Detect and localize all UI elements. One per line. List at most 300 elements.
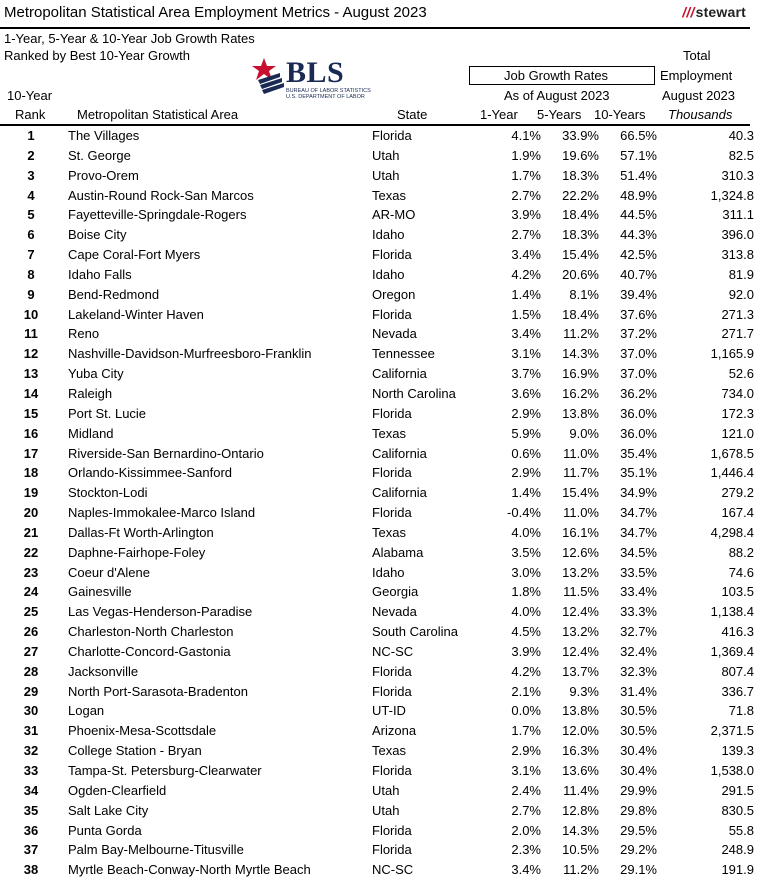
growth-1y-cell: 3.4%: [511, 247, 541, 263]
subtitle-growth-rates: 1-Year, 5-Year & 10-Year Job Growth Rates: [4, 31, 255, 46]
growth-1y-cell: 4.0%: [511, 524, 541, 540]
msa-cell: Dallas-Ft Worth-Arlington: [68, 524, 214, 540]
employment-cell: 1,165.9: [710, 346, 754, 362]
state-cell: Utah: [372, 167, 400, 183]
growth-10y-cell: 30.4%: [620, 743, 657, 759]
growth-1y-cell: 3.7%: [511, 366, 541, 382]
table-row: [0, 563, 762, 583]
growth-10y-cell: 29.9%: [620, 782, 657, 798]
table-row: [0, 404, 762, 424]
state-cell: Florida: [372, 822, 412, 838]
rank-cell: 35: [23, 802, 39, 818]
employment-cell: 40.3: [728, 128, 754, 143]
msa-cell: Provo-Orem: [68, 167, 139, 183]
state-cell: Nevada: [372, 326, 417, 342]
state-cell: Florida: [372, 683, 412, 699]
table-row: [0, 662, 762, 682]
table-row: [0, 781, 762, 801]
rank-cell: 29: [23, 683, 39, 699]
growth-1y-cell: 2.9%: [511, 465, 541, 481]
employment-cell: 121.0: [721, 425, 754, 441]
growth-1y-cell: 1.9%: [511, 147, 541, 163]
growth-10y-cell: 44.5%: [620, 207, 657, 223]
growth-10y-cell: 57.1%: [620, 147, 657, 163]
rank-cell: 26: [23, 624, 39, 640]
msa-table: [0, 126, 762, 880]
employment-cell: 248.9: [721, 842, 754, 858]
growth-1y-cell: 1.8%: [511, 584, 541, 600]
growth-5y-cell: 13.2%: [562, 624, 599, 640]
growth-5y-cell: 8.1%: [569, 286, 599, 302]
growth-10y-cell: 66.5%: [620, 128, 657, 143]
employment-cell: 82.5: [728, 147, 754, 163]
growth-1y-cell: 3.4%: [511, 326, 541, 342]
growth-5y-cell: 18.3%: [562, 167, 599, 183]
state-cell: Georgia: [372, 584, 419, 600]
msa-cell: The Villages: [68, 128, 140, 143]
employment-cell: 807.4: [721, 663, 754, 679]
msa-cell: Myrtle Beach-Conway-North Myrtle Beach: [68, 862, 311, 878]
rank-cell: 22: [23, 544, 39, 560]
msa-cell: Las Vegas-Henderson-Paradise: [68, 604, 253, 620]
header-emp-total: Total: [683, 48, 711, 63]
growth-1y-cell: 3.9%: [511, 643, 541, 659]
state-cell: Oregon: [372, 286, 416, 302]
state-cell: Florida: [372, 306, 412, 322]
growth-10y-cell: 32.7%: [620, 624, 657, 640]
table-row: [0, 503, 762, 523]
rank-cell: 19: [23, 485, 39, 501]
growth-1y-cell: 2.7%: [511, 227, 541, 243]
growth-5y-cell: 13.6%: [562, 763, 599, 778]
table-row: [0, 821, 762, 841]
state-cell: Florida: [372, 247, 412, 263]
table-row: [0, 245, 762, 265]
employment-cell: 1,538.0: [710, 763, 754, 778]
growth-1y-cell: 2.9%: [511, 743, 541, 759]
table-row: [0, 305, 762, 325]
table-row: [0, 701, 762, 721]
growth-5y-cell: 12.4%: [562, 604, 599, 620]
growth-10y-cell: 37.0%: [620, 366, 657, 382]
growth-10y-cell: 33.4%: [620, 584, 657, 600]
table-row: [0, 205, 762, 225]
growth-5y-cell: 18.3%: [562, 227, 599, 243]
growth-10y-cell: 29.2%: [620, 842, 657, 858]
growth-5y-cell: 33.9%: [562, 128, 599, 143]
table-row: [0, 543, 762, 563]
growth-10y-cell: 37.6%: [620, 306, 657, 322]
growth-1y-cell: 0.0%: [511, 703, 541, 719]
growth-5y-cell: 18.4%: [562, 306, 599, 322]
growth-5y-cell: 12.4%: [562, 643, 599, 659]
table-row: [0, 166, 762, 186]
bls-letters: BLS: [286, 56, 345, 89]
rank-cell: 38: [23, 862, 39, 878]
growth-1y-cell: 1.7%: [511, 723, 541, 739]
msa-cell: Yuba City: [68, 366, 124, 382]
growth-10y-cell: 33.3%: [620, 604, 657, 620]
growth-1y-cell: 2.4%: [511, 782, 541, 798]
table-row: [0, 523, 762, 543]
state-cell: AR-MO: [372, 207, 416, 223]
employment-cell: 4,298.4: [710, 524, 754, 540]
growth-5y-cell: 16.1%: [562, 524, 599, 540]
growth-5y-cell: 13.8%: [562, 703, 599, 719]
employment-cell: 167.4: [721, 505, 754, 521]
growth-5y-cell: 11.4%: [563, 782, 599, 798]
table-row: [0, 602, 762, 622]
growth-1y-cell: 3.9%: [511, 207, 541, 223]
header-5-years: 5-Years: [537, 107, 582, 122]
employment-cell: 271.3: [721, 306, 754, 322]
table-row: [0, 622, 762, 642]
msa-cell: Palm Bay-Melbourne-Titusville: [68, 842, 244, 858]
rank-cell: 21: [23, 524, 39, 540]
growth-10y-cell: 34.9%: [620, 485, 657, 501]
growth-5y-cell: 15.4%: [562, 485, 599, 501]
growth-1y-cell: 2.1%: [511, 683, 541, 699]
growth-5y-cell: 11.2%: [563, 326, 599, 342]
rank-cell: 23: [23, 564, 39, 580]
state-cell: Texas: [372, 743, 406, 759]
header-growth-group: Job Growth Rates: [504, 68, 609, 83]
rank-cell: 31: [23, 723, 39, 739]
msa-cell: St. George: [68, 147, 131, 163]
table-row: [0, 463, 762, 483]
growth-5y-cell: 18.4%: [562, 207, 599, 223]
rank-cell: 11: [24, 326, 38, 342]
msa-cell: Austin-Round Rock-San Marcos: [68, 187, 254, 203]
msa-cell: Gainesville: [68, 584, 132, 600]
employment-cell: 55.8: [728, 822, 754, 838]
growth-5y-cell: 11.5%: [563, 584, 599, 600]
subtitle-ranked-by: Ranked by Best 10-Year Growth: [4, 48, 190, 63]
table-row: [0, 146, 762, 166]
growth-10y-cell: 32.3%: [620, 663, 657, 679]
rank-cell: 8: [27, 266, 35, 282]
employment-cell: 271.7: [721, 326, 754, 342]
table-row: [0, 186, 762, 206]
bls-line2: U.S. DEPARTMENT OF LABOR: [286, 94, 365, 100]
state-cell: Utah: [372, 147, 400, 163]
growth-5y-cell: 19.6%: [562, 147, 599, 163]
employment-cell: 279.2: [721, 485, 754, 501]
growth-5y-cell: 11.0%: [563, 505, 599, 521]
msa-cell: Port St. Lucie: [68, 405, 147, 421]
table-row: [0, 761, 762, 781]
table-row: [0, 801, 762, 821]
employment-cell: 139.3: [721, 743, 754, 759]
state-cell: South Carolina: [372, 624, 458, 640]
growth-5y-cell: 12.0%: [562, 723, 599, 739]
msa-cell: Punta Gorda: [68, 822, 142, 838]
growth-5y-cell: 13.8%: [562, 405, 599, 421]
msa-cell: Logan: [68, 703, 105, 719]
growth-10y-cell: 29.5%: [620, 822, 657, 838]
growth-1y-cell: 0.6%: [511, 445, 541, 461]
state-cell: Arizona: [372, 723, 417, 739]
state-cell: Texas: [372, 524, 406, 540]
state-cell: Florida: [372, 405, 412, 421]
employment-cell: 88.2: [728, 544, 754, 560]
msa-cell: Salt Lake City: [68, 802, 149, 818]
employment-cell: 734.0: [721, 385, 754, 401]
msa-cell: North Port-Sarasota-Bradenton: [68, 683, 248, 699]
employment-cell: 52.6: [728, 366, 754, 382]
stewart-slash-icon: ///: [682, 4, 695, 20]
growth-5y-cell: 12.8%: [562, 802, 599, 818]
employment-cell: 313.8: [721, 247, 754, 263]
rank-cell: 10: [23, 306, 39, 322]
state-cell: Idaho: [372, 266, 405, 282]
employment-cell: 416.3: [721, 624, 754, 640]
state-cell: Florida: [372, 842, 412, 858]
growth-5y-cell: 9.0%: [569, 425, 599, 441]
header-1-year: 1-Year: [480, 107, 518, 122]
growth-5y-cell: 11.0%: [563, 445, 599, 461]
state-cell: California: [372, 366, 427, 382]
growth-10y-cell: 34.5%: [620, 544, 657, 560]
growth-1y-cell: 3.6%: [511, 385, 541, 401]
table-row: [0, 344, 762, 364]
growth-10y-cell: 40.7%: [620, 266, 657, 282]
msa-cell: Boise City: [68, 227, 127, 243]
growth-10y-cell: 33.5%: [620, 564, 657, 580]
table-row: [0, 444, 762, 464]
growth-10y-cell: 51.4%: [620, 167, 657, 183]
msa-cell: Charleston-North Charleston: [68, 624, 234, 640]
growth-1y-cell: 3.0%: [511, 564, 541, 580]
rank-cell: 27: [23, 643, 39, 659]
growth-1y-cell: 1.4%: [511, 286, 541, 302]
rank-cell: 12: [23, 346, 39, 362]
growth-10y-cell: 44.3%: [620, 227, 657, 243]
msa-cell: Riverside-San Bernardino-Ontario: [68, 445, 264, 461]
growth-5y-cell: 13.7%: [562, 663, 599, 679]
state-cell: Idaho: [372, 564, 405, 580]
msa-cell: Charlotte-Concord-Gastonia: [68, 643, 231, 659]
rank-cell: 6: [27, 227, 35, 243]
table-row: [0, 126, 762, 146]
rank-cell: 24: [23, 584, 39, 600]
page-title: Metropolitan Statistical Area Employment Metrics - August 2023: [4, 4, 427, 21]
growth-10y-cell: 29.8%: [620, 802, 657, 818]
growth-1y-cell: 2.9%: [511, 405, 541, 421]
table-row: [0, 424, 762, 444]
growth-10y-cell: 30.5%: [620, 703, 657, 719]
header-growth-asof: As of August 2023: [504, 88, 610, 103]
msa-cell: Phoenix-Mesa-Scottsdale: [68, 723, 217, 739]
table-row: [0, 384, 762, 404]
growth-5y-cell: 16.9%: [562, 366, 599, 382]
header-emp-units: Thousands: [668, 107, 733, 122]
rank-cell: 13: [23, 366, 39, 382]
growth-10y-cell: 31.4%: [620, 683, 657, 699]
rank-cell: 32: [23, 743, 39, 759]
employment-cell: 1,678.5: [710, 445, 754, 461]
state-cell: California: [372, 445, 427, 461]
rank-cell: 34: [23, 782, 39, 798]
growth-1y-cell: 2.3%: [511, 842, 541, 858]
state-cell: Tennessee: [372, 346, 435, 362]
growth-10y-cell: 35.4%: [620, 445, 657, 461]
growth-5y-cell: 11.7%: [563, 465, 599, 481]
employment-cell: 1,369.4: [710, 643, 754, 659]
growth-5y-cell: 14.3%: [562, 346, 599, 362]
rank-cell: 5: [27, 207, 35, 223]
growth-10y-cell: 37.0%: [620, 346, 657, 362]
stewart-logo: [682, 4, 746, 20]
table-row: [0, 840, 762, 860]
growth-5y-cell: 11.2%: [563, 862, 599, 878]
header-state: State: [397, 107, 428, 122]
msa-cell: Cape Coral-Fort Myers: [68, 247, 201, 263]
msa-cell: Stockton-Lodi: [68, 485, 148, 501]
employment-cell: 172.3: [721, 405, 754, 421]
growth-1y-cell: 2.0%: [511, 822, 541, 838]
growth-5y-cell: 10.5%: [562, 842, 599, 858]
header-rank: Rank: [15, 107, 46, 122]
table-row: [0, 364, 762, 384]
employment-cell: 191.9: [721, 862, 754, 878]
growth-1y-cell: 1.5%: [511, 306, 541, 322]
growth-1y-cell: 2.7%: [511, 802, 541, 818]
state-cell: Florida: [372, 663, 412, 679]
growth-1y-cell: 1.4%: [511, 485, 541, 501]
state-cell: NC-SC: [372, 643, 414, 659]
table-row: [0, 285, 762, 305]
state-cell: North Carolina: [372, 385, 456, 401]
table-row: [0, 225, 762, 245]
table-row: [0, 741, 762, 761]
msa-cell: Reno: [68, 326, 100, 342]
header-msa: Metropolitan Statistical Area: [77, 107, 239, 122]
msa-cell: Nashville-Davidson-Murfreesboro-Franklin: [68, 346, 312, 362]
msa-cell: Orlando-Kissimmee-Sanford: [68, 465, 233, 481]
growth-1y-cell: 3.5%: [511, 544, 541, 560]
table-row: [0, 324, 762, 344]
rank-cell: 16: [23, 425, 39, 441]
growth-1y-cell: 4.5%: [511, 624, 541, 640]
state-cell: Nevada: [372, 604, 417, 620]
header-emp-date: August 2023: [662, 88, 736, 103]
msa-cell: Idaho Falls: [68, 266, 132, 282]
growth-10y-cell: 34.7%: [620, 505, 657, 521]
msa-cell: Naples-Immokalee-Marco Island: [68, 505, 256, 521]
table-row: [0, 682, 762, 702]
state-cell: Idaho: [372, 227, 405, 243]
employment-cell: 92.0: [728, 286, 754, 302]
rank-cell: 9: [27, 286, 35, 302]
msa-cell: Jacksonville: [68, 663, 139, 679]
msa-cell: Daphne-Fairhope-Foley: [68, 544, 206, 560]
state-cell: Alabama: [372, 544, 424, 560]
rank-cell: 20: [23, 505, 39, 521]
employment-cell: 81.9: [728, 266, 754, 282]
growth-10y-cell: 42.5%: [620, 247, 657, 263]
employment-cell: 2,371.5: [710, 723, 754, 739]
msa-cell: Tampa-St. Petersburg-Clearwater: [68, 763, 262, 778]
rank-cell: 14: [23, 385, 39, 401]
msa-cell: Midland: [68, 425, 114, 441]
growth-1y-cell: 4.1%: [511, 128, 541, 143]
table-row: [0, 582, 762, 602]
rank-cell: 36: [23, 822, 39, 838]
rank-cell: 3: [27, 167, 35, 183]
employment-cell: 310.3: [721, 167, 754, 183]
msa-cell: Ogden-Clearfield: [68, 782, 167, 798]
state-cell: Utah: [372, 782, 400, 798]
msa-cell: Fayetteville-Springdale-Rogers: [68, 207, 247, 223]
growth-1y-cell: 3.1%: [511, 346, 541, 362]
table-row: [0, 642, 762, 662]
table-row: [0, 265, 762, 285]
rank-cell: 1: [27, 128, 35, 143]
growth-1y-cell: 5.9%: [511, 425, 541, 441]
msa-cell: Lakeland-Winter Haven: [68, 306, 204, 322]
rank-cell: 33: [23, 763, 39, 778]
state-cell: Texas: [372, 187, 406, 203]
state-cell: California: [372, 485, 427, 501]
employment-cell: 830.5: [721, 802, 754, 818]
growth-10y-cell: 37.2%: [620, 326, 657, 342]
rank-cell: 15: [23, 405, 39, 421]
bls-logo: [250, 56, 371, 106]
growth-5y-cell: 13.2%: [562, 564, 599, 580]
stewart-logo-text: stewart: [695, 4, 746, 20]
growth-10y-cell: 36.2%: [620, 385, 657, 401]
state-cell: UT-ID: [372, 703, 406, 719]
growth-5y-cell: 12.6%: [562, 544, 599, 560]
growth-5y-cell: 22.2%: [562, 187, 599, 203]
growth-10y-cell: 36.0%: [620, 425, 657, 441]
bls-eagle-icon: [250, 56, 286, 96]
employment-cell: 311.1: [722, 207, 754, 223]
employment-cell: 291.5: [721, 782, 754, 798]
table-row: [0, 483, 762, 503]
growth-5y-cell: 16.2%: [562, 385, 599, 401]
growth-1y-cell: -0.4%: [507, 505, 541, 521]
employment-cell: 336.7: [721, 683, 754, 699]
msa-cell: Coeur d'Alene: [68, 564, 150, 580]
header-rank-top: 10-Year: [7, 88, 53, 103]
employment-cell: 103.5: [721, 584, 754, 600]
employment-cell: 1,138.4: [710, 604, 754, 620]
growth-1y-cell: 4.0%: [511, 604, 541, 620]
rank-cell: 30: [23, 703, 39, 719]
growth-5y-cell: 14.3%: [562, 822, 599, 838]
rank-cell: 18: [23, 465, 39, 481]
msa-table-body: [0, 126, 762, 880]
employment-cell: 71.8: [728, 703, 754, 719]
growth-1y-cell: 1.7%: [511, 167, 541, 183]
msa-cell: Raleigh: [68, 385, 113, 401]
rank-cell: 7: [27, 247, 35, 263]
growth-1y-cell: 3.4%: [511, 862, 541, 878]
state-cell: Florida: [372, 505, 412, 521]
growth-5y-cell: 9.3%: [569, 683, 599, 699]
growth-10y-cell: 30.4%: [620, 763, 657, 778]
table-row: [0, 721, 762, 741]
state-cell: NC-SC: [372, 862, 414, 878]
employment-cell: 74.6: [728, 564, 754, 580]
growth-10y-cell: 29.1%: [620, 862, 657, 878]
growth-5y-cell: 16.3%: [562, 743, 599, 759]
growth-10y-cell: 32.4%: [620, 643, 657, 659]
growth-5y-cell: 15.4%: [562, 247, 599, 263]
growth-10y-cell: 35.1%: [620, 465, 657, 481]
